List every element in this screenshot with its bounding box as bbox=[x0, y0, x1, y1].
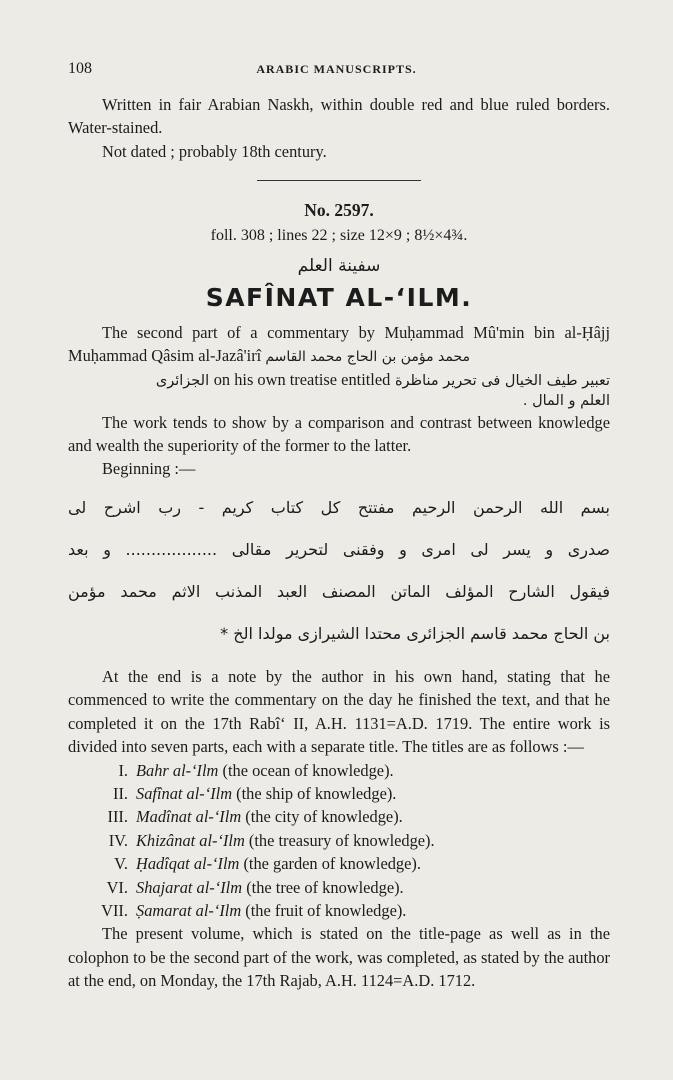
list-item: IV. Khizânat al-‘Ilm (the treasury of knowledge). bbox=[108, 830, 435, 850]
entry-title: SAFÎNAT AL-‘ILM. bbox=[205, 283, 473, 313]
running-title: ARABIC MANUSCRIPTS. bbox=[256, 62, 417, 76]
intro-line-2: Not dated ; probably 18th century. bbox=[102, 141, 327, 161]
purpose-paragraph: The work tends to show by a comparison and contrast between knowledge and wealth the superiority of the former to the latter. bbox=[68, 412, 610, 456]
treatise-line bbox=[68, 370, 610, 391]
beginning-label: Beginning :— bbox=[102, 459, 196, 479]
entry-number: No. 2597. bbox=[304, 200, 374, 221]
list-item: III. Madînat al-‘Ilm (the city of knowledge). bbox=[107, 807, 403, 827]
list-item: II. Safînat al-‘Ilm (the ship of knowledge). bbox=[112, 783, 397, 803]
entry-foll: foll. 308 ; lines 22 ; size 12×9 ; 8½×4¾. bbox=[210, 226, 468, 244]
list-item: V. Ḥadîqat al-‘Ilm (the garden of knowledge). bbox=[114, 854, 421, 874]
description-text: The second part of a commentary by Muḥammad Mû'min bin al-Ḥâjj Muḥammad Qâsim al-Jazâ'irî bbox=[68, 322, 610, 366]
treatise-title-end: العلم و المال . bbox=[522, 392, 610, 409]
arabic-title: سفينة العلم bbox=[297, 256, 381, 277]
treatise-title-arabic: تعبير طيف الخيال فى تحرير مناظرة bbox=[394, 372, 610, 389]
end-note-paragraph: At the end is a note by the author in his own hand, stating that he commenced to write the commentary on the day he finished the text, and that he completed it on the 17th Rabî‘ II, A.H. 1131=A.D. 1719. The entire work is divided into seven parts, each with a separate title. The titles are as follows :— bbox=[68, 666, 610, 757]
description-paragraph bbox=[68, 321, 610, 370]
list-item: VI. Shajarat al-‘Ilm (the tree of knowledge). bbox=[106, 877, 404, 897]
nisba-arabic: الجزائرى bbox=[155, 372, 210, 389]
author-name-arabic: محمد مؤمن بن الحاج محمد القاسم bbox=[265, 349, 471, 366]
beginning-arabic-block bbox=[68, 487, 610, 655]
colophon-paragraph: The present volume, which is stated on the title-page as well as in the colophon to be the second part of the work, was completed, as stated by the author at the end, on Monday, the 17th Rajab, A.H. 1124=A.D. 1712. bbox=[68, 924, 610, 991]
beginning-line-4: بن الحاج محمد قاسم الجزائرى محتدا الشيرازى مولدا الخ * bbox=[220, 623, 610, 643]
beginning-line-2: صدرى و يسر لى امرى و وفقنى لتحرير مقالى .................. و بعد bbox=[68, 539, 610, 559]
section-divider bbox=[257, 180, 421, 181]
intro-line-1: Written in fair Arabian Naskh, within double red and blue ruled borders. Water-stained. bbox=[68, 95, 610, 138]
treatise-connector: on his own treatise entitled bbox=[213, 369, 391, 389]
beginning-line-3: فيقول الشارح المؤلف الماتن المصنف العبد المذنب الاثم محمد مؤمن bbox=[68, 581, 610, 601]
list-item: VII. Ṣamarat al-‘Ilm (the fruit of knowledge). bbox=[101, 900, 407, 920]
page-body bbox=[68, 93, 610, 993]
parts-list bbox=[68, 759, 610, 923]
page-number: 108 bbox=[68, 60, 92, 77]
list-item: I. Bahr al-‘Ilm (the ocean of knowledge). bbox=[118, 760, 394, 780]
beginning-line-1: بسم الله الرحمن الرحيم مفتتح كل كتاب كريم - رب اشرح لى bbox=[68, 497, 610, 517]
